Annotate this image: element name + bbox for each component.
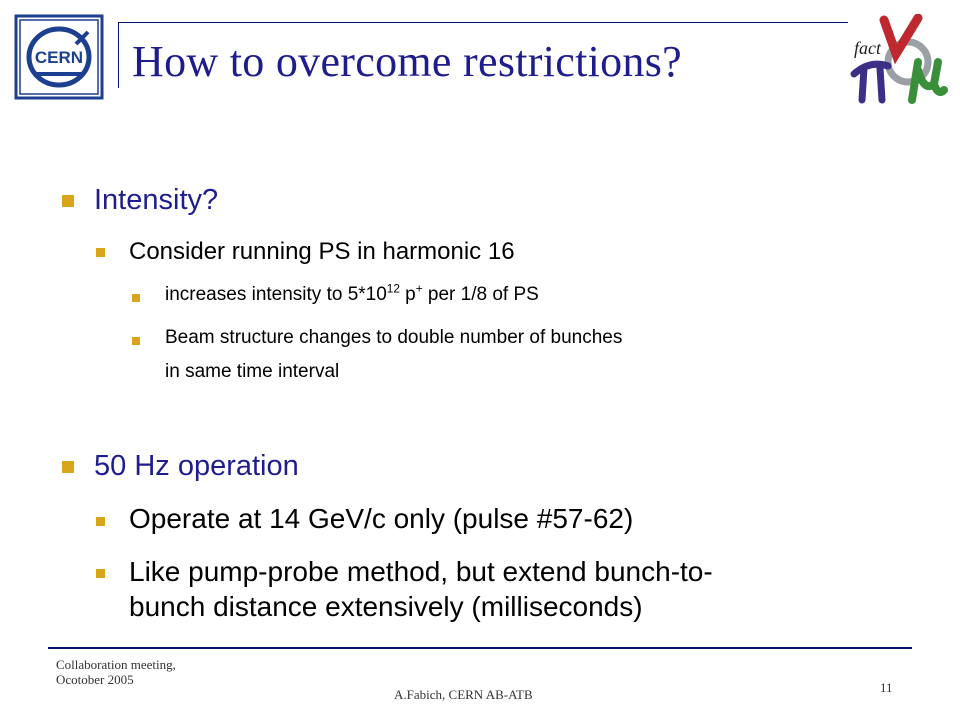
factory-logo	[848, 14, 948, 106]
item-harmonic: Consider running PS in harmonic 16	[129, 238, 515, 265]
header-rule-horizontal	[118, 22, 848, 23]
cern-logo	[14, 14, 104, 100]
item-operate-14gev: Operate at 14 GeV/c only (pulse #57-62)	[129, 503, 634, 534]
footer-meeting	[56, 657, 176, 687]
bullet-square	[132, 294, 140, 302]
footer-meeting-line1: Collaboration meeting,	[56, 657, 176, 672]
bullet-square	[132, 337, 140, 345]
intensity-exponent: 12	[386, 282, 400, 296]
heading-intensity: Intensity?	[94, 184, 219, 216]
intensity-charge: +	[415, 282, 423, 296]
item-intensity-increase	[165, 284, 539, 306]
footer-rule	[48, 647, 912, 649]
bullet-square	[62, 195, 74, 207]
slide-title: How to overcome restrictions?	[132, 37, 682, 86]
item-pump-probe-line2: bunch distance extensively (milliseconds)	[129, 591, 643, 622]
item-beam-structure-line1: Beam structure changes to double number of bunches	[165, 327, 623, 348]
intensity-prefix: increases intensity to 5*10	[165, 284, 387, 305]
header-rule-vertical	[118, 22, 119, 88]
footer-meeting-line2: Ocotober 2005	[56, 672, 134, 687]
bullet-square	[96, 569, 105, 578]
intensity-suffix: per 1/8 of PS	[422, 284, 539, 305]
heading-50hz: 50 Hz operation	[94, 450, 299, 482]
item-pump-probe-line1: Like pump-probe method, but extend bunch-to-	[129, 556, 713, 587]
page-number: 11	[880, 680, 893, 695]
svg-text:fact: fact	[854, 38, 881, 58]
bullet-square	[96, 517, 105, 526]
intensity-particle: p	[399, 284, 416, 305]
svg-text:CERN: CERN	[34, 48, 84, 67]
item-beam-structure-line2: in same time interval	[165, 361, 340, 382]
footer-author: A.Fabich, CERN AB-ATB	[394, 687, 533, 702]
bullet-square	[96, 248, 105, 257]
bullet-square	[62, 461, 74, 473]
